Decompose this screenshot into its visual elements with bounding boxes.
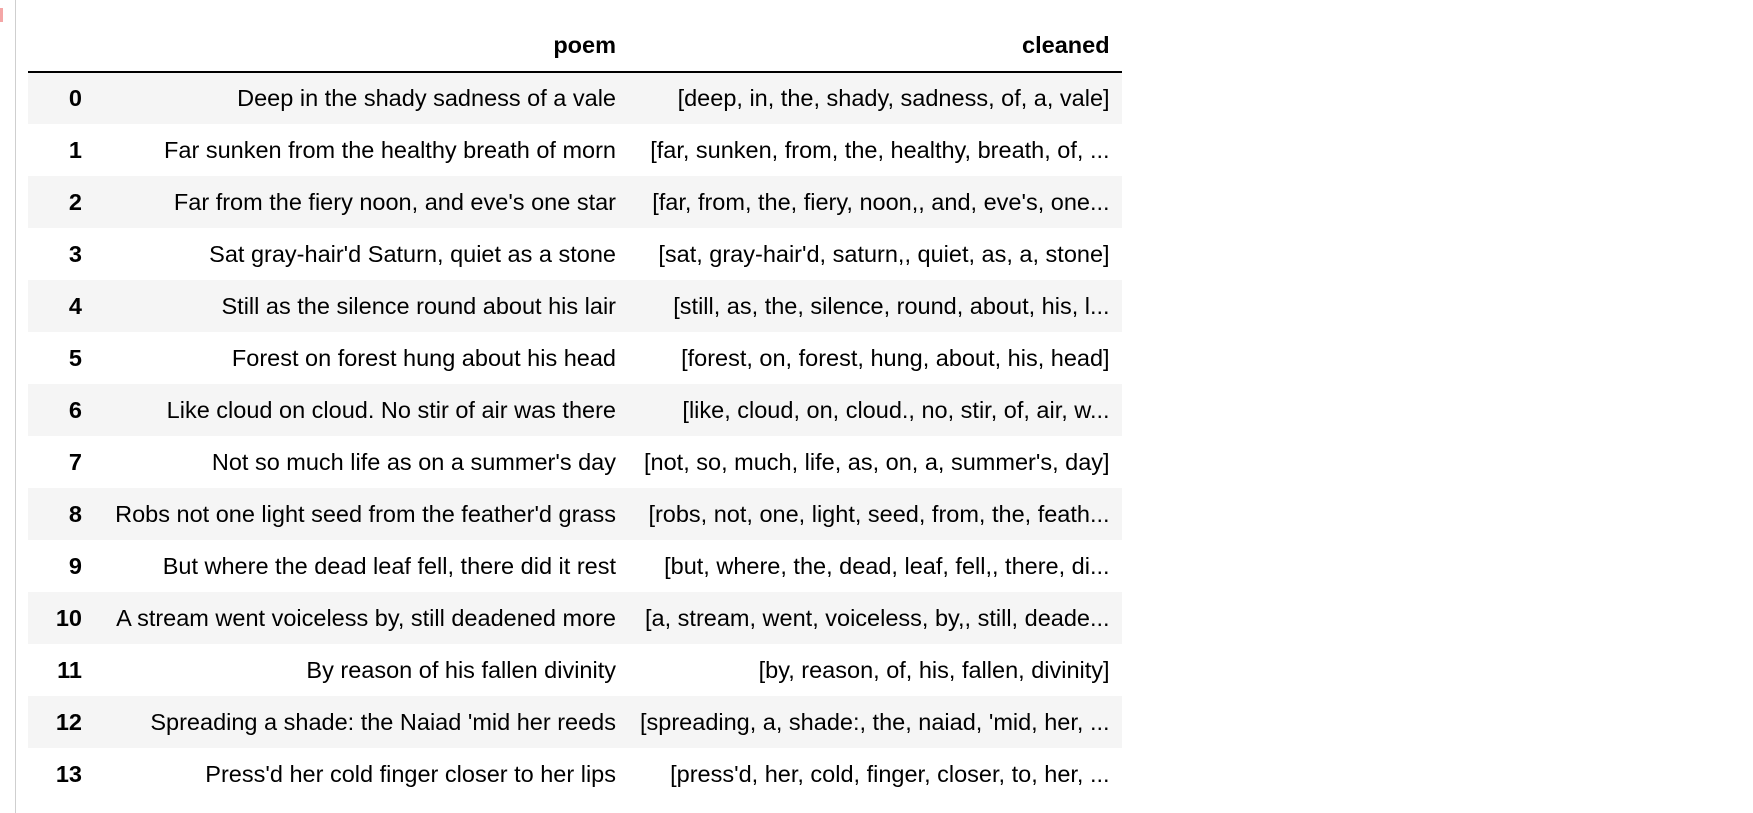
table-row <box>28 592 1122 644</box>
cell-cleaned: [like, cloud, on, cloud., no, stir, of, air, w... <box>682 396 1110 423</box>
row-index: 8 <box>68 500 82 527</box>
table-row <box>28 540 1122 592</box>
table-row <box>28 124 1122 176</box>
cell-poem: Forest on forest hung about his head <box>231 344 616 371</box>
cell-poem: Still as the silence round about his lair <box>221 292 616 319</box>
cell-poem: Deep in the shady sadness of a vale <box>237 85 616 111</box>
table-row <box>28 384 1122 436</box>
cell-marker <box>0 8 3 22</box>
table-row <box>28 748 1122 800</box>
row-index: 10 <box>55 604 82 631</box>
cell-poem: Far from the fiery noon, and eve's one star <box>173 188 616 215</box>
cell-cleaned: [a, stream, went, voiceless, by,, still, deade... <box>645 604 1110 631</box>
cell-poem: Sat gray-hair'd Saturn, quiet as a stone <box>209 240 616 267</box>
cell-cleaned: [spreading, a, shade:, the, naiad, 'mid, her, ... <box>640 708 1110 735</box>
table-row <box>28 696 1122 748</box>
cell-poem: Robs not one light seed from the feather'd grass <box>115 500 616 527</box>
cell-cleaned: [deep, in, the, shady, sadness, of, a, vale] <box>677 85 1110 111</box>
cell-poem: A stream went voiceless by, still deadened more <box>116 604 616 631</box>
table-body <box>28 72 1122 800</box>
cell-poem: But where the dead leaf fell, there did it rest <box>162 552 616 579</box>
dataframe-table <box>28 20 1122 800</box>
table-row <box>28 72 1122 124</box>
cell-cleaned: [robs, not, one, light, seed, from, the, feath... <box>648 500 1110 527</box>
cell-cleaned: [not, so, much, life, as, on, a, summer's, day] <box>644 448 1110 475</box>
row-index: 9 <box>68 552 82 579</box>
cell-cleaned: [still, as, the, silence, round, about, his, l... <box>673 292 1110 319</box>
table-row <box>28 436 1122 488</box>
cell-cleaned: [but, where, the, dead, leaf, fell,, there, di... <box>664 552 1110 579</box>
row-index: 5 <box>68 344 82 371</box>
cell-gutter <box>0 0 16 813</box>
cell-cleaned: [press'd, her, cold, finger, closer, to, her, ... <box>670 760 1110 787</box>
cell-poem: By reason of his fallen divinity <box>306 656 616 683</box>
header-index <box>28 20 96 72</box>
header-cleaned: cleaned <box>628 20 1122 72</box>
row-index: 12 <box>55 708 82 735</box>
row-index: 4 <box>68 292 82 319</box>
cell-poem: Like cloud on cloud. No stir of air was there <box>166 396 616 423</box>
table-row <box>28 332 1122 384</box>
cell-cleaned: [by, reason, of, his, fallen, divinity] <box>758 656 1110 683</box>
row-index: 7 <box>68 448 82 475</box>
header-poem: poem <box>96 20 628 72</box>
table-row <box>28 488 1122 540</box>
cell-cleaned: [sat, gray-hair'd, saturn,, quiet, as, a, stone] <box>658 240 1110 267</box>
table-row <box>28 280 1122 332</box>
row-index: 6 <box>68 396 82 423</box>
table-row <box>28 176 1122 228</box>
table-row <box>28 644 1122 696</box>
row-index: 1 <box>68 136 82 163</box>
row-index: 3 <box>68 240 82 267</box>
cell-cleaned: [forest, on, forest, hung, about, his, head] <box>681 344 1110 371</box>
cell-poem: Far sunken from the healthy breath of morn <box>164 136 616 163</box>
table-header <box>28 20 1122 72</box>
row-index: 13 <box>55 760 82 787</box>
row-index: 0 <box>68 85 82 111</box>
row-index: 11 <box>57 656 82 683</box>
cell-cleaned: [far, sunken, from, the, healthy, breath, of, ... <box>650 136 1110 163</box>
table-row <box>28 228 1122 280</box>
cell-cleaned: [far, from, the, fiery, noon,, and, eve's, one... <box>652 188 1110 215</box>
header-row <box>28 20 1122 72</box>
cell-poem: Press'd her cold finger closer to her lips <box>205 760 616 787</box>
row-index: 2 <box>68 188 82 215</box>
cell-poem: Spreading a shade: the Naiad 'mid her reeds <box>150 708 616 735</box>
cell-poem: Not so much life as on a summer's day <box>211 448 616 475</box>
